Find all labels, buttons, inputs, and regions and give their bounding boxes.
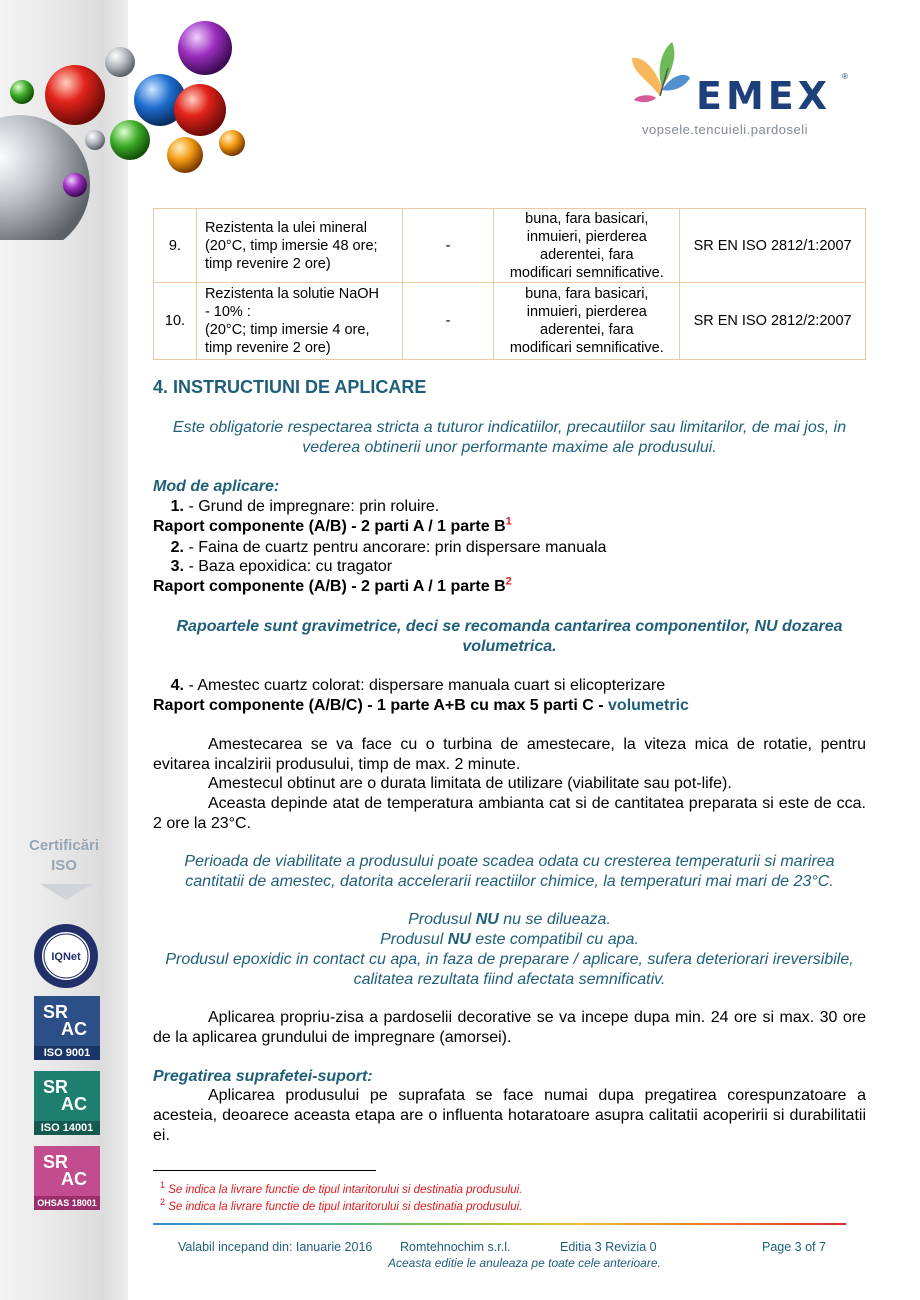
dilution-line [153, 930, 866, 950]
ratio-text: Raport componente (A/B) - 2 parti A / 1 parte B [153, 518, 506, 535]
logo-wordmark: EMEX [696, 74, 832, 118]
list-number: 1. [170, 498, 184, 515]
ratio-line [153, 517, 866, 537]
dilution-line: Produsul epoxidic in contact cu apa, in faza de preparare / aplicare, sufera deteriorari ireversibile, calitatea rezultata fiind afectata semnificativ. [165, 951, 854, 988]
list-number: 3. [170, 558, 184, 575]
ratio-text: Raport componente (A/B/C) - 1 parte A+B cu max 5 parti C - [153, 697, 609, 714]
footer-page-number: Page 3 of 7 [762, 1240, 826, 1254]
property-line: timp revenire 2 ore) [204, 340, 331, 356]
paragraph: Aceasta depinde atat de temperatura ambianta cat si de cantitatea preparata si este de cca. 2 ore la 23°C. [153, 795, 866, 832]
badge-ac-text: AC [61, 1094, 87, 1114]
seal-text: IQNet [51, 951, 81, 963]
ratio-line [153, 696, 866, 716]
dilution-nu: NU [447, 931, 471, 948]
ratio-text: Raport componente (A/B) - 2 parti A / 1 parte B [153, 578, 506, 595]
paragraph: Aplicarea propriu-zisa a pardoselii decorative se va incepe dupa min. 24 ore si max. 30 ore de la aplicarea grundului de impregnare (amorsei). [153, 1009, 866, 1046]
list-text: - Faina de cuartz pentru ancorare: prin dispersare manuala [188, 539, 607, 556]
cert-title-line1: Certificări [28, 837, 100, 854]
footer-edition: Editia 3 Revizia 0 [560, 1240, 657, 1254]
row-number: 9. [154, 209, 197, 283]
footnote [160, 1180, 522, 1196]
standard-cell: SR EN ISO 2812/2:2007 [680, 283, 866, 360]
list-item [158, 497, 871, 517]
row-number: 10. [154, 283, 197, 360]
table-row [154, 209, 866, 283]
value-cell [494, 209, 680, 283]
registered-mark: ® [842, 72, 848, 81]
cert-title-line2: ISO [51, 857, 77, 874]
table-row [154, 283, 866, 360]
dilution-line [153, 910, 866, 930]
footnote [160, 1197, 522, 1213]
footnote-divider [153, 1170, 376, 1171]
footer-company: Romtehnochim s.r.l. [400, 1240, 511, 1254]
ratio-volumetric: volumetric [608, 697, 689, 714]
badge-sr-text: SR [43, 1152, 69, 1172]
unit-cell: - [402, 283, 494, 360]
prep-heading: Pregatirea suprafetei-suport: [153, 1068, 373, 1085]
value-line: aderentei, fara [540, 322, 634, 338]
badge-ac-text: AC [61, 1019, 87, 1039]
intro-text: Este obligatorie respectarea stricta a tuturor indicatiilor, precautiilor sau limitarilor, de mai jos, in vederea obtinerii unor performante maxime ale produsului. [172, 419, 847, 456]
dilution-note [153, 910, 866, 990]
list-text: - Baza epoxidica: cu tragator [188, 558, 393, 575]
value-line: buna, fara basicari, [525, 210, 649, 227]
section-heading: 4. INSTRUCTIUNI DE APLICARE [153, 377, 427, 397]
viability-note: Perioada de viabilitate a produsului poate scadea odata cu cresterea temperaturii si marirea cantitatii de amestec, datorita accelerarii reactiilor chimice, la temperaturi mai mari de 23°C. [184, 853, 835, 890]
butterfly-logo-icon [626, 38, 696, 108]
footer-note: Aceasta editie le anuleaza pe toate cele anterioare. [388, 1256, 661, 1270]
certifications-title [18, 836, 110, 876]
value-line: modificari semnificative. [509, 340, 664, 356]
list-text: - Grund de impregnare: prin roluire. [188, 498, 440, 515]
badge-ohsas-18001 [34, 1146, 100, 1210]
property-line: Rezistenta la ulei mineral [204, 219, 367, 236]
property-line: - 10% : [204, 304, 251, 320]
property-line: (20°C; timp imersie 4 ore, [204, 322, 370, 338]
property-line: Rezistenta la solutie NaOH [204, 286, 380, 302]
gravimetric-note: Rapoartele sunt gravimetrice, deci se recomanda cantarirea componentilor, NU dozarea volumetrica. [176, 618, 843, 655]
value-line: buna, fara basicari, [525, 286, 649, 302]
property-cell [196, 209, 402, 283]
ratio-line [153, 577, 866, 597]
list-text: - Amestec cuartz colorat: dispersare manuala cuart si elicopterizare [188, 677, 666, 694]
decorative-spheres-image [0, 0, 250, 240]
badge-label: OHSAS 18001 [34, 1196, 100, 1210]
badge-iso-9001 [34, 996, 100, 1060]
value-cell [494, 283, 680, 360]
badge-ac-text: AC [61, 1169, 87, 1189]
paragraph: Amestecarea se va face cu o turbina de amestecare, la viteza mica de rotatie, pentru evitarea incalzirii produsului, timp de max. 2 minute. [153, 736, 866, 773]
value-line: modificari semnificative. [509, 264, 664, 281]
property-line: (20°C, timp imersie 48 ore; [204, 237, 378, 254]
down-arrow-icon [40, 884, 92, 900]
badge-sr-text: SR [43, 1077, 69, 1097]
unit-cell: - [402, 209, 494, 283]
list-number: 2. [170, 539, 184, 556]
dilution-text: Produsul [408, 911, 476, 928]
list-item [158, 538, 871, 558]
properties-table [153, 208, 866, 360]
dilution-text: Produsul [380, 931, 448, 948]
footnote-text: Se indica la livrare functie de tipul intaritorului si destinatia produsului. [168, 1183, 523, 1196]
emex-logo [620, 38, 860, 138]
footnote-number: 1 [160, 1180, 166, 1190]
badge-iso-14001 [34, 1071, 100, 1135]
mode-heading: Mod de aplicare: [153, 478, 280, 495]
list-number: 4. [170, 677, 184, 694]
footer-valid: Valabil incepand din: Ianuarie 2016 [178, 1240, 373, 1254]
dilution-text: nu se dilueaza. [498, 911, 611, 928]
value-line: aderentei, fara [540, 246, 634, 263]
standard-cell: SR EN ISO 2812/1:2007 [680, 209, 866, 283]
value-line: inmuieri, pierderea [526, 228, 647, 245]
property-line: timp revenire 2 ore) [204, 255, 331, 272]
badge-label: ISO 14001 [34, 1121, 100, 1135]
paragraph: Aplicarea produsului pe suprafata se face numai dupa pregatirea corespunzatoare a acesteia, deoarece aceasta etapa are o influenta hotaratoare asupra calitatii acoperirii si durabilitatii ei. [153, 1087, 866, 1144]
dilution-nu: NU [475, 911, 499, 928]
list-item [158, 676, 871, 696]
logo-tagline: vopsele.tencuieli.pardoseli [642, 122, 808, 137]
property-cell [196, 283, 402, 360]
list-item [158, 557, 871, 577]
footnote-number: 2 [160, 1197, 166, 1207]
footnote-text: Se indica la livrare functie de tipul intaritorului si destinatia produsului. [168, 1200, 523, 1213]
footnote-ref: 1 [505, 515, 512, 528]
dilution-text: este compatibil cu apa. [470, 931, 639, 948]
value-line: inmuieri, pierderea [526, 304, 647, 320]
footer-divider [153, 1223, 846, 1225]
badge-label: ISO 9001 [34, 1046, 100, 1060]
paragraph: Amestecul obtinut are o durata limitata de utilizare (viabilitate sau pot-life). [208, 775, 732, 792]
badge-sr-text: SR [43, 1002, 69, 1022]
footnote-ref: 2 [505, 575, 512, 588]
iqnet-seal [33, 923, 99, 989]
